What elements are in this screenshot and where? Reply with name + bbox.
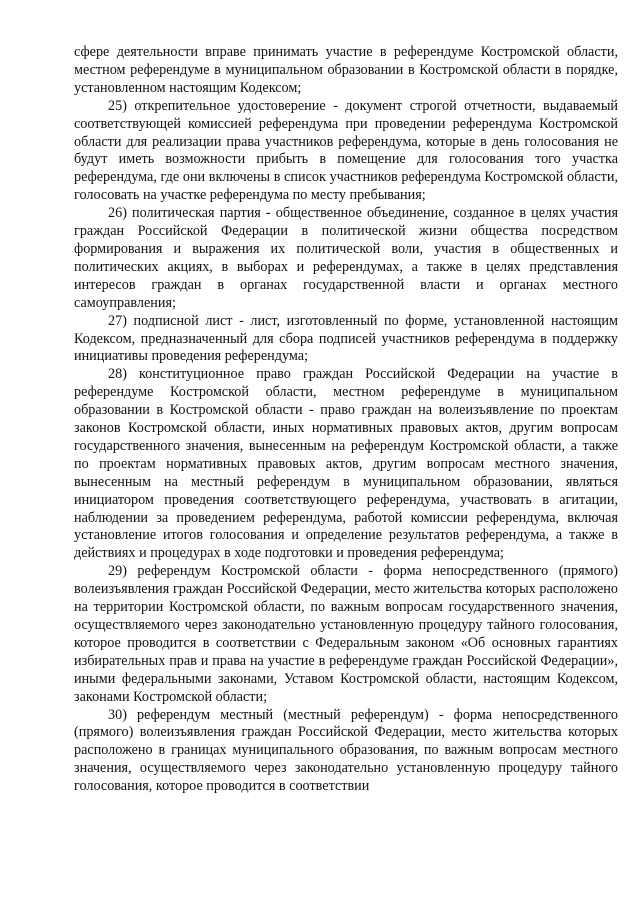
paragraph-item-26: 26) политическая партия - общественное объединение, созданное в целях участия граждан Российской Федерации в политической жизни общества посредством формирования и выражения их политической воли, участия в общественных и политических акциях, в выборах и референдумах, а также в целях представления интересов граждан в органах государственной власти и органах местного самоуправления; [74,205,618,311]
paragraph-item-30: 30) референдум местный (местный референдум) - форма непосредственного (прямого) волеизъявления граждан Российской Федерации, место жительства которых расположено в границах муниципального образования, по важным вопросам местного значения, осуществляемого через законодательно установленную процедуру тайного голосования, которое проводится в соответствии [74,706,618,795]
document-page [74,44,618,796]
paragraph-item-25: 25) открепительное удостоверение - документ строгой отчетности, выдаваемый соответствующей комиссией референдума при проведении референдума Костромской области для реализации права участников референдума, которые в день голосования не будут иметь возможности прибыть в помещение для голосования того участка референдума, где они включены в список участников референдума Костромской области, голосовать на участке референдума по месту пребывания; [74,97,618,204]
paragraph-continuation: сфере деятельности вправе принимать участие в референдуме Костромской области, местном референдуме в муниципальном образовании в Костромской области в порядке, установленном настоящим Кодексом; [74,44,618,96]
paragraph-item-27: 27) подписной лист - лист, изготовленный по форме, установленной настоящим Кодексом, предназначенный для сбора подписей участников референдума в поддержку инициативы проведения референдума; [74,312,618,365]
paragraph-item-28: 28) конституционное право граждан Российской Федерации на участие в референдуме Костромской области, местном референдуме в муниципальном образовании в Костромской области - право граждан на волеизъявление по проектам законов Костромской области, иных нормативных правовых актов, другим вопросам государственного значения, вынесенным на референдум Костромской области, а также по проектам нормативных правовых актов, другим вопросам местного значения, вынесенным на местный референдум в муниципальном образовании, являться инициатором проведения соответствующего референдума, участвовать в агитации, наблюдении за проведением референдума, работой комиссии референдума, включая установление итогов голосования и определение результатов референдума, а также в действиях и процедурах в ходе подготовки и проведения референдума; [74,366,618,562]
paragraph-item-29: 29) референдум Костромской области - форма непосредственного (прямого) волеизъявления граждан Российской Федерации, место жительства которых расположено на территории Костромской области, по важным вопросам государственного значения, осуществляемого через законодательно установленную процедуру тайного голосования, которое проводится в соответствии с Федеральным законом «Об основных гарантиях избирательных прав и права на участие в референдуме граждан Российской Федерации», иными федеральными законами, Уставом Костромской области, настоящим Кодексом, законами Костромской области; [74,563,618,705]
